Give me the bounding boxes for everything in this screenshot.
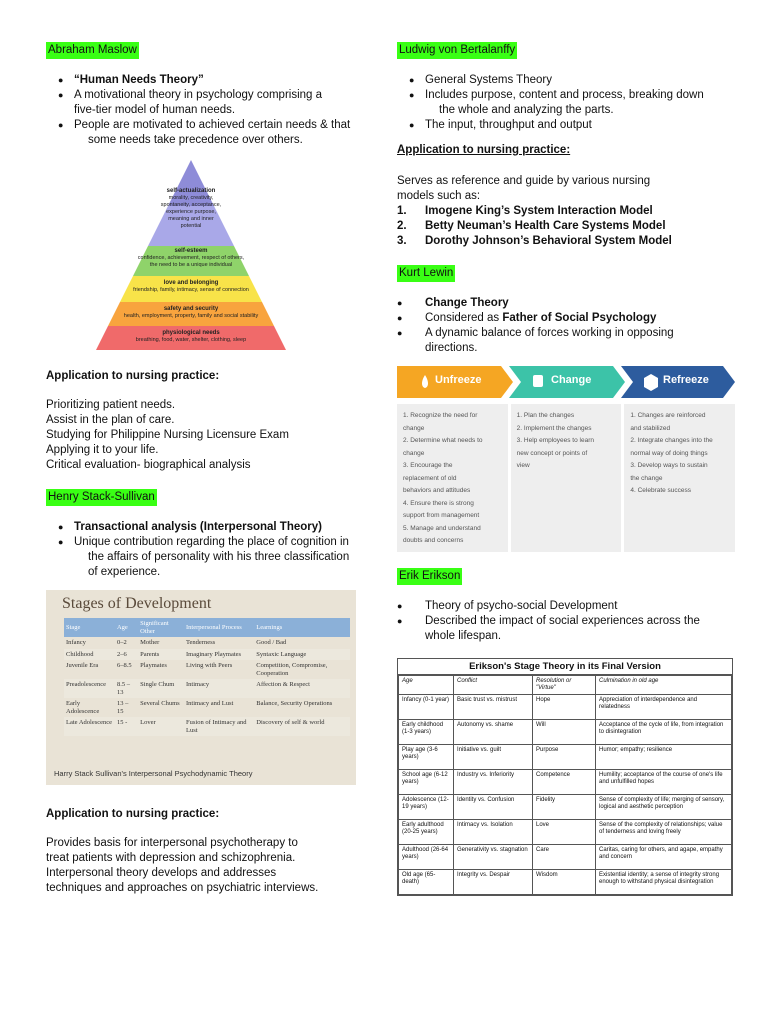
app-line: Interpersonal theory develops and addresses (46, 867, 277, 879)
table-row: School age (6-12 years) Industry vs. Inferiority Competence Humility; acceptance of the course of one's life and unfulfilled hopes (399, 770, 732, 795)
list-item: ● Considered as Father of Social Psychology (397, 311, 737, 326)
table-row: Late Adolescence 15 - Lover Fusion of Intimacy and Lust Discovery of self & world (64, 717, 350, 736)
list-item: ● The input, throughput and output (397, 118, 737, 133)
maslow-application-heading: Application to nursing practice: (46, 370, 220, 382)
list-item: ● Transactional analysis (Interpersonal Theory) (46, 520, 366, 535)
erikson-stage-table: Erikson's Stage Theory in its Final Version Age Conflict Resolution or "Virtue" Culmination in old age Infancy (0-1 year) Basic trust vs. mistrust Hope Appreciation of interdependence and relatedness Early childhood (1-3 years) Autonomy vs. shame Will Acceptance of the cycle of life, from integration to disintegration Play age (3-6 years) Initiative vs. guilt Purpose Humor; empathy; resilience School age (6-12 years) Industry vs. Inferiority Competence Humility; acceptance of the course of one's life and unfulfilled hopes Adolescence (12-19 years) Identity vs. Confusion Fidelity Sense of complexity of life; merging of sensory, logical and aesthetic perception Early adulthood (20-25 years) Intimacy vs. Isolation Love Sense of the complexity of relationships; value of tenderness and loving freely Adulthood (26-64 years) Generativity vs. stagnation Care Caritas, caring for others, and agape, empathy and concern Old age (65-death) Integrity vs. Despair Wisdom Existential identity; a sense of integrity strong enough to withstand physical disintegration (397, 658, 733, 896)
left-column (46, 42, 366, 896)
list-item: ● People are motivated to achieved certain needs & that some needs take precedence over others. (46, 118, 366, 148)
table-row: Adolescence (12-19 years) Identity vs. Confusion Fidelity Sense of complexity of life; merging of sensory, logical and aesthetic perception (399, 795, 732, 820)
bertalanffy-heading: Ludwig von Bertalanffy (397, 42, 517, 59)
lewin-change-diagram (397, 366, 735, 554)
table-row: Infancy 0–2 Mother Tenderness Good / Bad (66, 639, 287, 646)
table-row: Play age (3-6 years) Initiative vs. guilt Purpose Humor; empathy; resilience (399, 745, 732, 770)
list-item: ● Unique contribution regarding the place of cognition in the affairs of personality with his three classification of experience. (46, 535, 366, 580)
table-row: Early Adolescence 13 – 15 Several Chums Intimacy and Lust Balance, Security Operations (66, 700, 333, 715)
refreeze-label: Refreeze (663, 374, 709, 386)
list-item: 3. Dorothy Johnson’s Behavioral System Model (397, 235, 672, 247)
table-caption: Harry Stack Sullivan's Interpersonal Psychodynamic Theory (54, 769, 253, 778)
sullivan-bullets (46, 520, 366, 580)
app-line: Assist in the plan of care. (46, 414, 175, 426)
app-line: Critical evaluation- biographical analysis (46, 459, 251, 471)
sullivan-application-heading: Application to nursing practice: (46, 808, 220, 820)
table-title: Stages of Development (62, 595, 212, 612)
maslow-heading: Abraham Maslow (46, 42, 139, 59)
list-item: 2. Betty Neuman’s Health Care Systems Model (397, 220, 666, 232)
list-item: ● Described the impact of social experiences across the whole lifespan. (397, 614, 737, 644)
list-item: ● Includes purpose, content and process, breaking down the whole and analyzing the parts. (397, 88, 737, 118)
pyramid-level: self-actualization morality, creativity, spontaneity, acceptance, experience purpose, meaning and inner potential (160, 188, 222, 229)
bertalanffy-bullets (397, 73, 737, 133)
table-row: Infancy (0-1 year) Basic trust vs. mistrust Hope Appreciation of interdependence and relatedness (399, 695, 732, 720)
unfreeze-steps: 1. Recognize the need for change 2. Determine what needs to change 3. Encourage the replacement of old behaviors and attitudes 4. Ensure there is strong support from management 5. Manage and understand doubts and concerns (397, 404, 508, 552)
app-line: Provides basis for interpersonal psychotherapy to (46, 837, 298, 849)
app-line: Applying it to your life. (46, 444, 159, 456)
pyramid-level: safety and security health, employment, property, family and social stability (123, 306, 259, 319)
table-row: Preadolescence 8.5 – 13 Single Chum Intimacy Affection & Respect (64, 679, 350, 698)
list-item: ● Change Theory (397, 296, 737, 311)
app-line: techniques and approaches on psychiatric interviews. (46, 882, 319, 894)
list-item: ● Theory of psycho-social Development (397, 599, 737, 614)
app-line: treat patients with depression and schizophrenia. (46, 852, 296, 864)
list-item: ● General Systems Theory (397, 73, 737, 88)
table-row: Early childhood (1-3 years) Autonomy vs. shame Will Acceptance of the cycle of life, from integration to disintegration (399, 720, 732, 745)
change-steps: 1. Plan the changes 2. Implement the changes 3. Help employees to learn new concept or points of view (511, 404, 622, 552)
table-row: Adulthood (26-64 years) Generativity vs. stagnation Care Caritas, caring for others, and agape, empathy and concern (399, 845, 732, 870)
lewin-heading: Kurt Lewin (397, 265, 455, 282)
bertalanffy-application-heading: Application to nursing practice: (397, 144, 571, 156)
right-column (397, 42, 737, 896)
nursing-models-list (397, 204, 737, 249)
table-title: Erikson's Stage Theory in its Final Version (398, 659, 732, 675)
sullivan-heading: Henry Stack-Sullivan (46, 489, 157, 506)
list-item: 1. Imogene King’s System Interaction Model (397, 205, 653, 217)
app-line: Prioritizing patient needs. (46, 399, 176, 411)
pyramid-level: self-esteem confidence, achievement, respect of others, the need to be a unique individual (137, 248, 245, 268)
app-line: Studying for Philippine Nursing Licensure Exam (46, 429, 289, 441)
change-label: Change (551, 374, 592, 386)
table-row: Old age (65-death) Integrity vs. Despair Wisdom Existential identity; a sense of integrity strong enough to withstand physical disintegration (399, 870, 732, 895)
unfreeze-label: Unfreeze (435, 374, 482, 386)
maslow-pyramid (86, 158, 296, 353)
table-row: Early adulthood (20-25 years) Intimacy vs. Isolation Love Sense of the complexity of relationships; value of tenderness and loving freely (399, 820, 732, 845)
table-row: Childhood 2–6 Parents Imaginary Playmates Syntaxic Language (64, 649, 350, 661)
pyramid-level: love and belonging friendship, family, intimacy, sense of connection (133, 280, 249, 293)
intro-line: models such as: (397, 190, 481, 202)
pyramid-level: physiological needs breathing, food, water, shelter, clothing, sleep (135, 330, 247, 343)
lewin-bullets (397, 296, 737, 356)
list-item: ● A dynamic balance of forces working in opposing directions. (397, 326, 737, 356)
sullivan-stages-table: Stages of Development Stage Age Significant Other Interpersonal Process Learnings Infancy 0–2 Mother Tenderness Good / Bad Childhood 2–6 Parents Imaginary Playmates Syntaxic Language Juvenile Era 6–8.5 Playmates Living with Peers Competition, Compromise, Cooperation Preadolescence 8.5 – 13 Single Chum Intimacy Affection & Respect Early Adolescence 13 – 15 Several Chums Intimacy and Lust Balance, Security Operations Late Adolescence 15 - Lover Fusion of Intimacy and Lust Discovery of self & world Harry Stack Sullivan's Interpersonal Psychodynamic Theory (46, 590, 356, 785)
list-item: ● A motivational theory in psychology comprising a five-tier model of human needs. (46, 88, 366, 118)
erikson-heading: Erik Erikson (397, 568, 462, 585)
list-item: ● “Human Needs Theory” (46, 73, 366, 88)
maslow-bullets (46, 73, 366, 148)
table-row: Juvenile Era 6–8.5 Playmates Living with Peers Competition, Compromise, Cooperation (66, 662, 328, 677)
erikson-bullets (397, 599, 737, 644)
intro-line: Serves as reference and guide by various nursing (397, 175, 651, 187)
refreeze-steps: 1. Changes are reinforced and stabilized 2. Integrate changes into the normal way of doing things 3. Develop ways to sustain the change 4. Celebrate success (624, 404, 735, 552)
